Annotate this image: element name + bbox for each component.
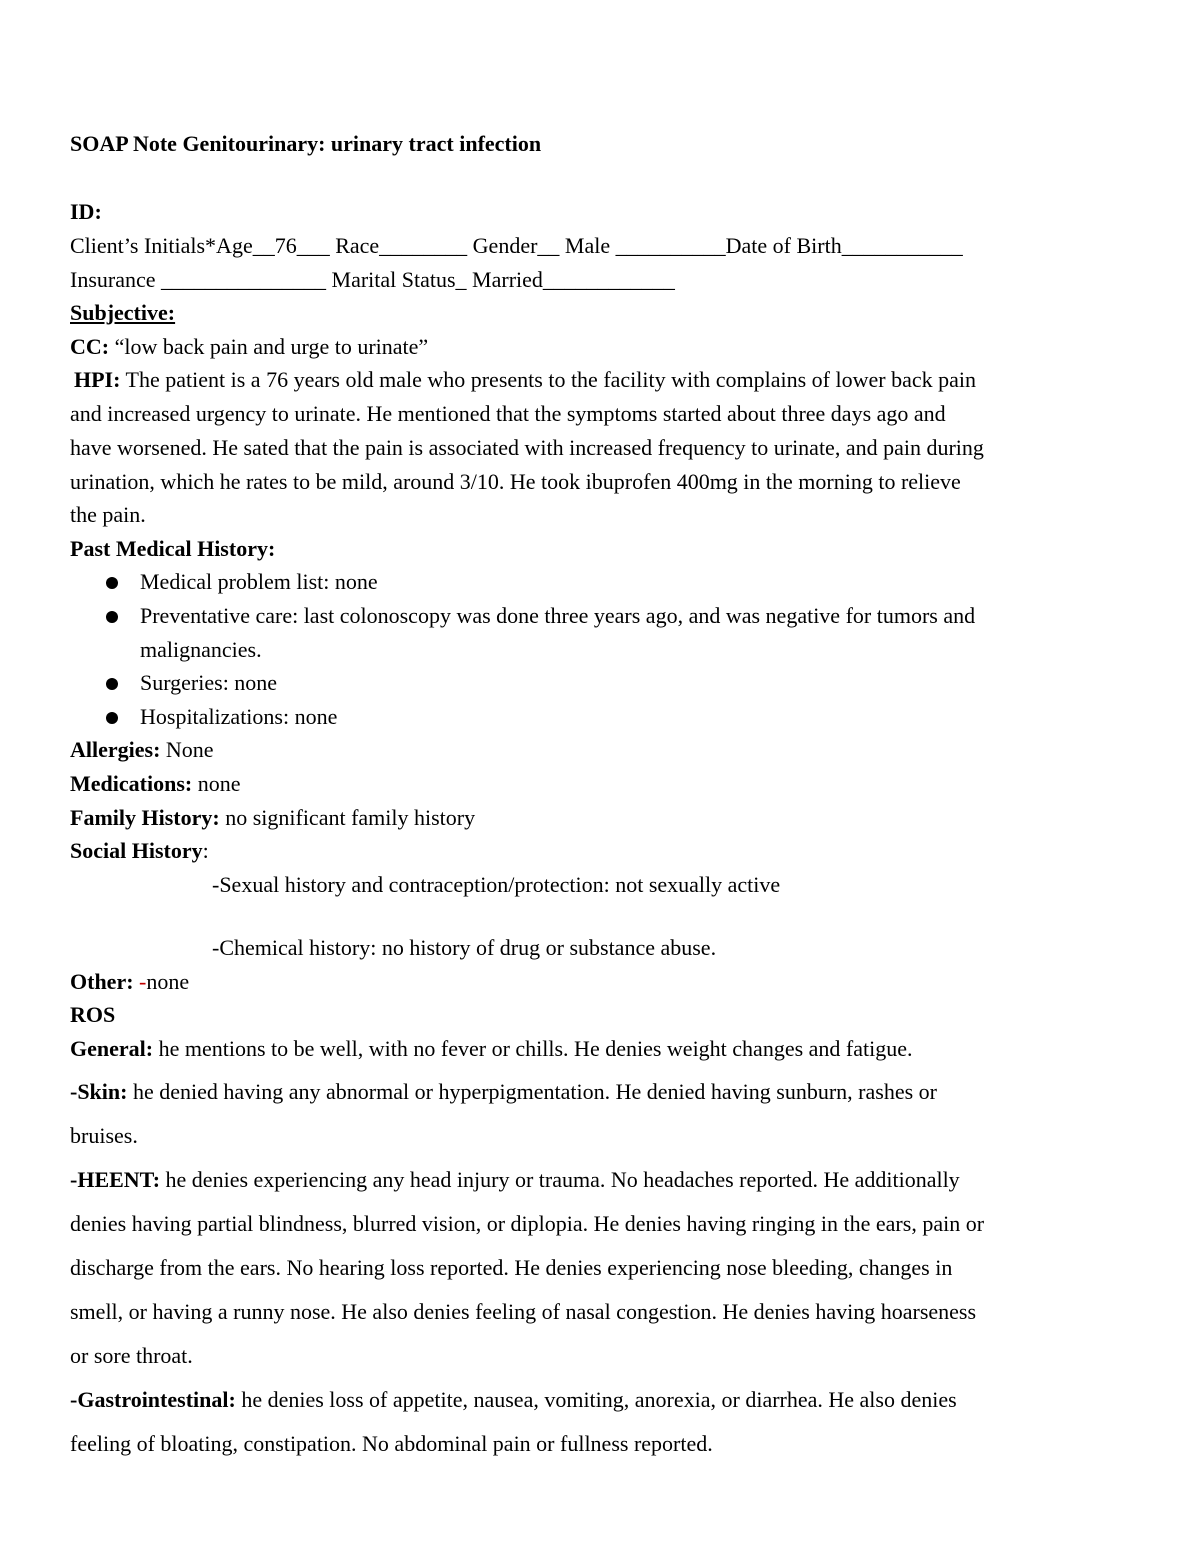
allergies xyxy=(70,736,214,764)
bullet-icon xyxy=(106,577,118,589)
social-history-label: Social History xyxy=(70,838,203,863)
hpi-line-3: have worsened. He sated that the pain is associated with increased frequency to urinate, and pain during xyxy=(70,435,984,460)
general-label: General: xyxy=(70,1036,154,1061)
skin-label: -Skin: xyxy=(70,1079,128,1104)
other xyxy=(70,968,189,996)
chemical-history: -Chemical history: no history of drug or substance abuse. xyxy=(212,935,717,960)
sexual-history: -Sexual history and contraception/protection: not sexually active xyxy=(212,872,781,897)
pmh-item-2: Preventative care: last colonoscopy was done three years ago, and was negative for tumors and xyxy=(140,603,976,628)
general-text: he mentions to be well, with no fever or chills. He denies weight changes and fatigue. xyxy=(153,1036,913,1061)
document-title: SOAP Note Genitourinary: urinary tract infection xyxy=(70,131,542,156)
medications-label: Medications: xyxy=(70,771,193,796)
hpi-line-4: urination, which he rates to be mild, around 3/10. He took ibuprofen 400mg in the morning to relieve xyxy=(70,469,961,494)
bullet-icon xyxy=(106,611,118,623)
other-label: Other: xyxy=(70,969,140,994)
ros-heading: ROS xyxy=(70,1002,116,1027)
cc-label: CC: xyxy=(70,334,110,359)
social-history xyxy=(70,837,209,865)
ros-heent-line-2: denies having partial blindness, blurred vision, or diplopia. He denies having ringing in the ears, pain or xyxy=(70,1211,985,1236)
family-history-value: no significant family history xyxy=(219,805,476,830)
pmh-item-1: Medical problem list: none xyxy=(140,569,378,594)
allergies-label: Allergies: xyxy=(70,737,161,762)
ros-skin-line-1 xyxy=(70,1078,937,1106)
hpi-text-1: The patient is a 76 years old male who presents to the facility with complains of lower back pain xyxy=(120,367,976,392)
medications-value: none xyxy=(192,771,241,796)
hpi-line-2: and increased urgency to urinate. He mentioned that the symptoms started about three days ago and xyxy=(70,401,946,426)
pmh-item-2-cont: malignancies. xyxy=(140,637,262,662)
subjective-heading: Subjective: xyxy=(70,300,176,325)
gi-text-1: he denies loss of appetite, nausea, vomiting, anorexia, or diarrhea. He also denies xyxy=(235,1387,957,1412)
social-history-colon: : xyxy=(202,838,209,863)
ros-skin-line-2: bruises. xyxy=(70,1123,138,1148)
id-line-2: Insurance _______________ Marital Status_ Married____________ xyxy=(70,267,675,292)
ros-gi-line-1 xyxy=(70,1386,957,1414)
heent-text-1: he denies experiencing any head injury or trauma. No headaches reported. He additionally xyxy=(160,1167,960,1192)
hpi-label: HPI: xyxy=(74,367,121,392)
ros-heent-line-3: discharge from the ears. No hearing loss reported. He denies experiencing nose bleeding, changes in xyxy=(70,1255,953,1280)
ros-heent-line-4: smell, or having a runny nose. He also denies feeling of nasal congestion. He denies having hoarseness xyxy=(70,1299,977,1324)
hpi-line-1 xyxy=(74,366,976,394)
bullet-icon xyxy=(106,712,118,724)
heent-label: -HEENT: xyxy=(70,1167,161,1192)
skin-text-1: he denied having any abnormal or hyperpigmentation. He denied having sunburn, rashes or xyxy=(127,1079,937,1104)
family-history xyxy=(70,804,475,832)
pmh-heading: Past Medical History: xyxy=(70,536,276,561)
id-line-1: Client’s Initials*Age__76___ Race________ Gender__ Male __________Date of Birth___________ xyxy=(70,233,963,258)
family-history-label: Family History: xyxy=(70,805,220,830)
ros-general xyxy=(70,1035,913,1063)
medications xyxy=(70,770,240,798)
pmh-item-3: Surgeries: none xyxy=(140,670,278,695)
allergies-value: None xyxy=(160,737,214,762)
gi-label: -Gastrointestinal: xyxy=(70,1387,236,1412)
ros-heent-line-5: or sore throat. xyxy=(70,1343,193,1368)
pmh-item-4: Hospitalizations: none xyxy=(140,704,338,729)
bullet-icon xyxy=(106,678,118,690)
id-label: ID: xyxy=(70,199,102,224)
ros-gi-line-2: feeling of bloating, constipation. No abdominal pain or fullness reported. xyxy=(70,1431,713,1456)
other-value: none xyxy=(146,969,190,994)
other-dash: - xyxy=(139,969,147,994)
chief-complaint xyxy=(70,333,428,361)
hpi-line-5: the pain. xyxy=(70,502,146,527)
cc-text: “low back pain and urge to urinate” xyxy=(109,334,429,359)
ros-heent-line-1 xyxy=(70,1166,960,1194)
